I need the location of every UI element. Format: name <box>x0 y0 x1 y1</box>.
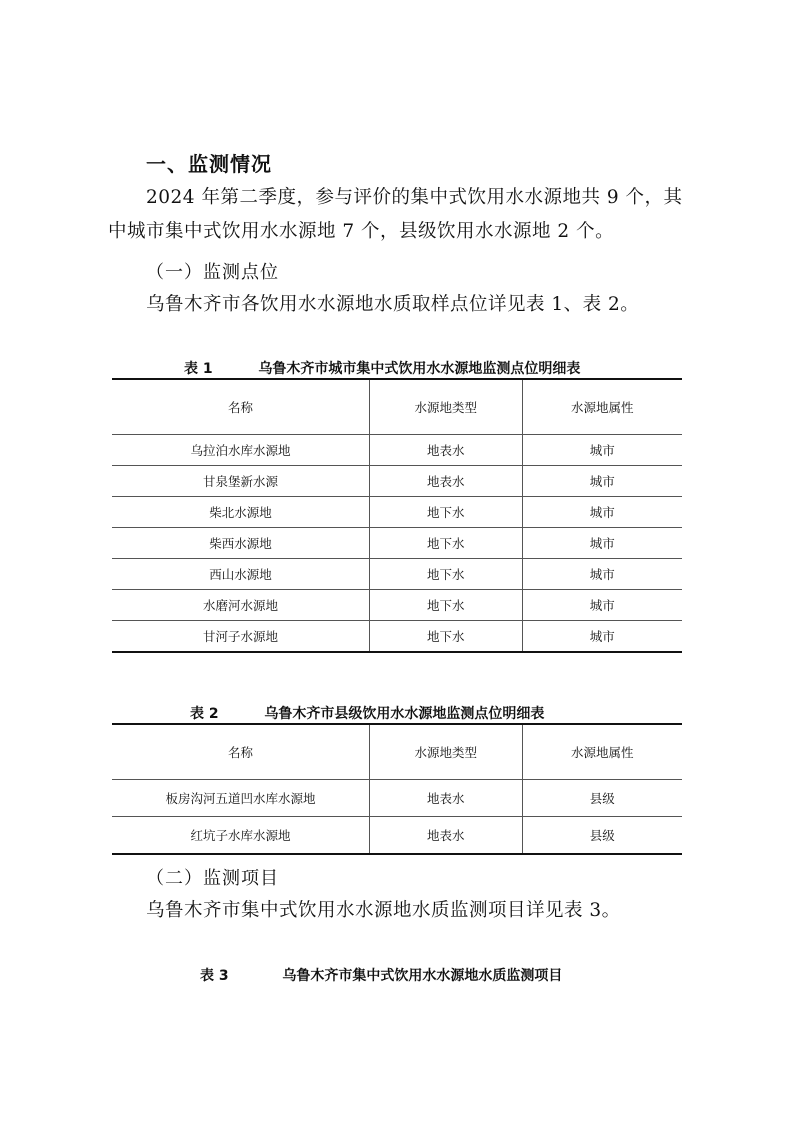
table-row <box>112 590 682 621</box>
cell-type: 地表水 <box>370 435 522 466</box>
table-row <box>112 817 682 854</box>
table-row <box>112 435 682 466</box>
cell-type: 地下水 <box>370 621 522 652</box>
table-row <box>112 621 682 652</box>
table1 <box>112 378 682 653</box>
cell-attribute: 城市 <box>522 435 682 466</box>
header-type: 水源地类型 <box>370 724 522 780</box>
cell-name: 柴西水源地 <box>112 528 370 559</box>
subsection-heading-2: （二）监测项目 <box>146 868 279 889</box>
cell-type: 地表水 <box>370 466 522 497</box>
cell-name: 水磨河水源地 <box>112 590 370 621</box>
cell-type: 地下水 <box>370 590 522 621</box>
cell-name: 乌拉泊水库水源地 <box>112 435 370 466</box>
cell-attribute: 城市 <box>522 559 682 590</box>
cell-name: 板房沟河五道凹水库水源地 <box>112 780 370 817</box>
cell-name: 甘泉堡新水源 <box>112 466 370 497</box>
table1-title: 乌鲁木齐市城市集中式饮用水水源地监测点位明细表 <box>258 361 581 377</box>
table1-label: 表 1 <box>184 361 213 377</box>
cell-type: 地下水 <box>370 528 522 559</box>
cell-type: 地下水 <box>370 497 522 528</box>
table3-label: 表 3 <box>200 968 229 984</box>
header-attribute: 水源地属性 <box>522 724 682 780</box>
table2-label: 表 2 <box>190 706 219 722</box>
table-row <box>112 528 682 559</box>
table-row <box>112 466 682 497</box>
header-name: 名称 <box>112 724 370 780</box>
cell-attribute: 城市 <box>522 528 682 559</box>
table2 <box>112 723 682 855</box>
cell-type: 地表水 <box>370 780 522 817</box>
cell-attribute: 县级 <box>589 827 615 843</box>
table3-title: 乌鲁木齐市集中式饮用水水源地水质监测项目 <box>282 968 563 984</box>
cell-attribute: 城市 <box>522 497 682 528</box>
intro-paragraph: 2024 年第二季度，参与评价的集中式饮用水水源地共 9 个，其中城市集中式饮用水水源地 7 个，县级饮用水水源地 2 个。 <box>108 187 683 242</box>
section-heading: 一、监测情况 <box>146 152 272 176</box>
subsection-text-2: 乌鲁木齐市集中式饮用水水源地水质监测项目详见表 3。 <box>146 900 621 921</box>
subsection-text-1: 乌鲁木齐市各饮用水水源地水质取样点位详见表 1、表 2。 <box>146 294 640 315</box>
cell-attribute: 城市 <box>522 466 682 497</box>
cell-name: 西山水源地 <box>112 559 370 590</box>
header-name: 名称 <box>112 379 370 435</box>
header-type: 水源地类型 <box>370 379 522 435</box>
table3-caption <box>200 965 562 985</box>
header-attribute: 水源地属性 <box>522 379 682 435</box>
table2-title: 乌鲁木齐市县级饮用水水源地监测点位明细表 <box>264 706 545 722</box>
cell-attribute: 县级 <box>522 780 682 817</box>
cell-name: 甘河子水源地 <box>203 628 279 644</box>
table-row <box>112 780 682 817</box>
table-row <box>112 559 682 590</box>
cell-attribute: 城市 <box>589 628 615 644</box>
table-row <box>112 497 682 528</box>
cell-name: 柴北水源地 <box>112 497 370 528</box>
cell-type: 地下水 <box>370 559 522 590</box>
table2-caption <box>190 703 544 723</box>
cell-attribute: 城市 <box>522 590 682 621</box>
cell-name: 红坑子水库水源地 <box>190 827 291 843</box>
table-header-row <box>112 724 682 780</box>
subsection-heading-1: （一）监测点位 <box>146 262 279 283</box>
table1-caption <box>184 358 580 378</box>
table-header-row <box>112 379 682 435</box>
cell-type: 地表水 <box>370 817 522 854</box>
